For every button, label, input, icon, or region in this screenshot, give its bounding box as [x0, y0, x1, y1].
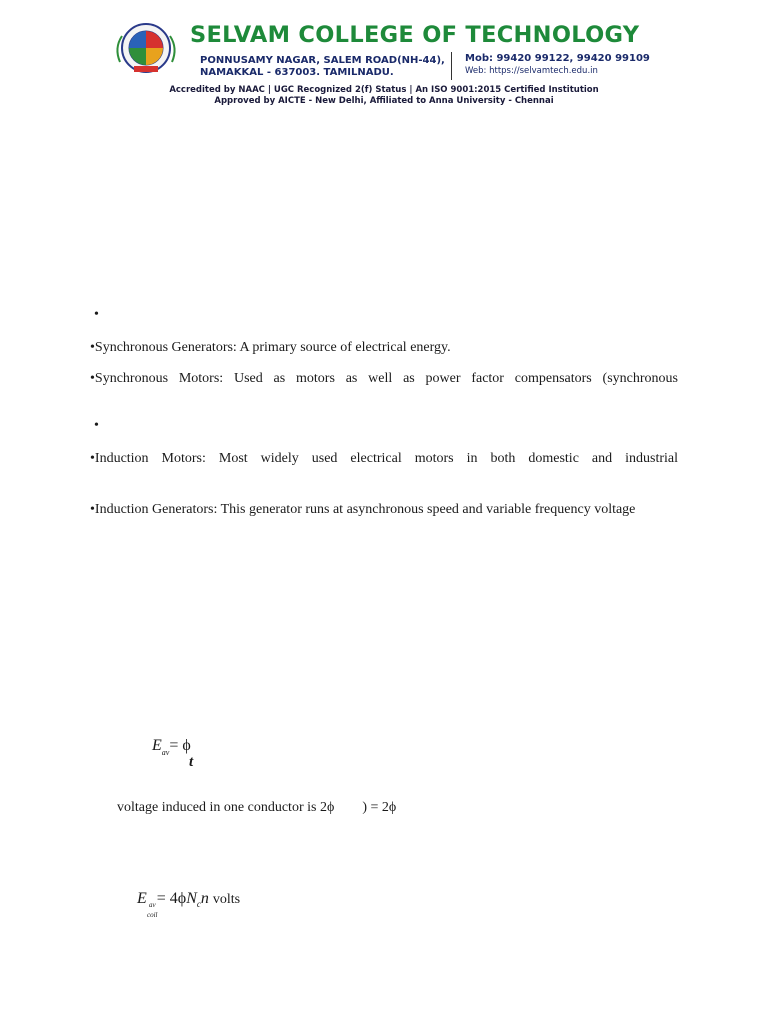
eq2-subscript-top: av [149, 901, 156, 909]
sync-generators-text: •Synchronous Generators: A primary source of electrical energy. [90, 340, 451, 355]
eq2-subscript-bottom: coil [147, 911, 158, 919]
eq1-rhs: = ϕ [169, 737, 191, 754]
empty-bullet: • [94, 307, 99, 322]
header-divider [451, 52, 452, 80]
sync-motors-text: •Synchronous Motors: Used as motors as well as power factor compensators (synchronous [90, 371, 678, 386]
college-logo [110, 22, 182, 74]
approval-line: Approved by AICTE - New Delhi, Affiliated to Anna University - Chennai [214, 96, 554, 106]
coil-emf-equation [137, 890, 241, 919]
accreditation-line: Accredited by NAAC | UGC Recognized 2(f) Status | An ISO 9001:2015 Certified Institution [169, 85, 599, 95]
address-line-1: PONNUSAMY NAGAR, SALEM ROAD(NH-44), [200, 55, 445, 66]
induction-generators-text: •Induction Generators: This generator runs at asynchronous speed and variable frequency voltage [90, 502, 636, 517]
eq1-denominator: t [189, 754, 194, 770]
website: Web: https://selvamtech.edu.in [465, 66, 598, 76]
college-name: SELVAM COLLEGE OF TECHNOLOGY [190, 22, 640, 48]
eq2-turns-subscript: c [196, 899, 201, 909]
eq2-units: volts [212, 892, 241, 907]
eq2-turns: N [186, 890, 197, 907]
eq2-symbol: E [137, 890, 147, 907]
empty-bullet: • [94, 418, 99, 433]
average-emf-equation [152, 737, 194, 770]
eq2-rhs: = 4ϕ [156, 890, 187, 907]
induction-motors-text: •Induction Motors: Most widely used electrical motors in both domestic and industrial [90, 451, 678, 466]
conductor-voltage-text: voltage induced in one conductor is 2ϕ ) = 2ϕ [117, 800, 397, 815]
mobile-numbers: Mob: 99420 99122, 99420 99109 [465, 53, 650, 64]
eq1-subscript: av [161, 748, 170, 757]
eq1-symbol: E [152, 737, 162, 754]
eq2-speed: n [200, 890, 209, 907]
address-line-2: NAMAKKAL - 637003. TAMILNADU. [200, 67, 394, 78]
letterhead [0, 0, 768, 115]
